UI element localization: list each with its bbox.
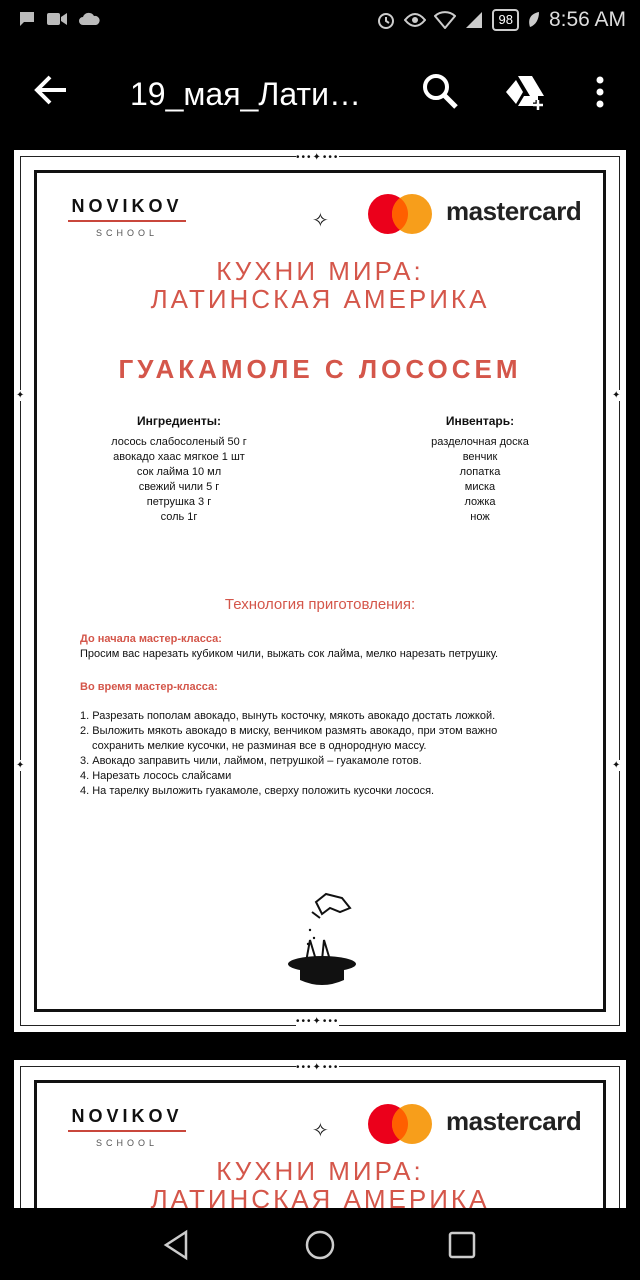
step-line: сохранить мелкие кусочки, не разминая все в однородную массу.: [92, 740, 427, 752]
document-title: 19_мая_Лати…: [130, 76, 361, 112]
technology-heading: Технология приготовления:: [224, 596, 416, 613]
inventory-item: лопатка: [459, 466, 501, 478]
step-line: 4. Нарезать лосось слайсами: [80, 770, 232, 782]
magic-hat-illustration: [282, 890, 362, 990]
inventory-item: разделочная доска: [431, 436, 529, 448]
inventory-item: миска: [464, 481, 496, 493]
novikov-school-logo: [68, 196, 186, 238]
ingredient-item: соль 1г: [160, 511, 198, 523]
video-icon: [46, 11, 68, 27]
mastercard-wordmark: mastercard: [446, 196, 582, 226]
ingredient-item: петрушка 3 г: [146, 496, 212, 508]
chat-icon: [18, 10, 36, 28]
mastercard-circles-icon: [366, 1100, 438, 1150]
mastercard-wordmark: mastercard: [446, 1106, 582, 1136]
step-line: 1. Разрезать пополам авокадо, вынуть косточку, мякоть авокадо достать ложкой.: [80, 710, 496, 722]
before-class-heading: До начала мастер-класса:: [80, 633, 222, 645]
frame-ornament: ✦: [612, 390, 623, 401]
eye-icon: [404, 12, 426, 28]
inventory-item: венчик: [462, 451, 498, 463]
before-class-section: [80, 632, 580, 662]
during-class-heading: Во время мастер-класса:: [80, 681, 218, 693]
back-triangle-icon[interactable]: [160, 1228, 194, 1262]
inventory-item: нож: [470, 511, 490, 523]
signal-icon: [464, 11, 484, 29]
sparkle-icon: ✧: [312, 1120, 329, 1142]
novikov-logo-name: NOVIKOV: [68, 196, 186, 222]
ingredients-heading: Ингредиенты:: [137, 414, 221, 428]
ingredient-item: авокадо хаас мягкое 1 шт: [113, 451, 245, 463]
inventory-column: [390, 414, 570, 525]
inventory-heading: Инвентарь:: [445, 414, 515, 428]
recents-square-icon[interactable]: [445, 1228, 479, 1262]
dish-title: ГУАКАМОЛЕ С ЛОСОСЕМ: [118, 354, 522, 384]
wifi-icon: [434, 11, 456, 29]
mastercard-circles-icon: [366, 190, 438, 240]
status-bar: [0, 0, 640, 44]
more-vert-icon[interactable]: [588, 72, 612, 112]
charging-leaf-icon: [527, 11, 541, 29]
battery-icon: 98: [492, 9, 518, 31]
during-class-section: [80, 680, 580, 799]
cloud-icon: [78, 11, 100, 27]
ingredients-column: [84, 414, 274, 525]
step-line: 3. Авокадо заправить чили, лаймом, петрушкой – гуакамоле готов.: [80, 755, 422, 767]
frame-ornament: •••✦•••: [296, 152, 340, 163]
system-nav-bar: [0, 1208, 640, 1280]
heading-line-1: КУХНИ МИРА:: [216, 1156, 424, 1186]
alarm-icon: [376, 10, 396, 30]
mastercard-logo: [366, 190, 606, 240]
ingredient-item: сок лайма 10 мл: [136, 466, 222, 478]
drive-add-icon[interactable]: [504, 72, 548, 112]
app-toolbar: [0, 44, 640, 144]
frame-ornament: ✦: [16, 760, 27, 771]
heading-line-1: КУХНИ МИРА:: [216, 256, 424, 286]
step-line: 4. На тарелку выложить гуакамоле, сверху положить кусочки лосося.: [80, 785, 435, 797]
ingredient-item: свежий чили 5 г: [138, 481, 220, 493]
novikov-logo-name: NOVIKOV: [68, 1106, 186, 1132]
frame-ornament: •••✦•••: [296, 1062, 340, 1073]
back-arrow-icon[interactable]: [30, 70, 70, 110]
novikov-school-logo: [68, 1106, 186, 1148]
novikov-logo-school: SCHOOL: [95, 1138, 158, 1148]
frame-ornament: •••✦•••: [296, 1016, 340, 1027]
before-class-text: Просим вас нарезать кубиком чили, выжать сок лайма, мелко нарезать петрушку.: [80, 648, 499, 660]
clock-time: 8:56 AM: [548, 8, 626, 31]
ingredient-item: лосось слабосоленый 50 г: [111, 436, 247, 448]
heading-line-2: ЛАТИНСКАЯ АМЕРИКА: [150, 284, 490, 314]
document-viewer[interactable]: [0, 144, 640, 1208]
heading-line-2: ЛАТИНСКАЯ АМЕРИКА: [150, 1184, 490, 1208]
mastercard-logo: [366, 1100, 606, 1150]
step-line: 2. Выложить мякоть авокадо в миску, венчиком размять авокадо, при этом важно: [80, 725, 498, 737]
document-page: [14, 1060, 626, 1208]
frame-ornament: ✦: [16, 390, 27, 401]
frame-ornament: ✦: [612, 760, 623, 771]
inventory-item: ложка: [464, 496, 496, 508]
home-circle-icon[interactable]: [303, 1228, 337, 1262]
novikov-logo-school: SCHOOL: [95, 228, 158, 238]
sparkle-icon: ✧: [312, 210, 329, 232]
document-page: [14, 150, 626, 1032]
search-icon[interactable]: [420, 72, 460, 112]
